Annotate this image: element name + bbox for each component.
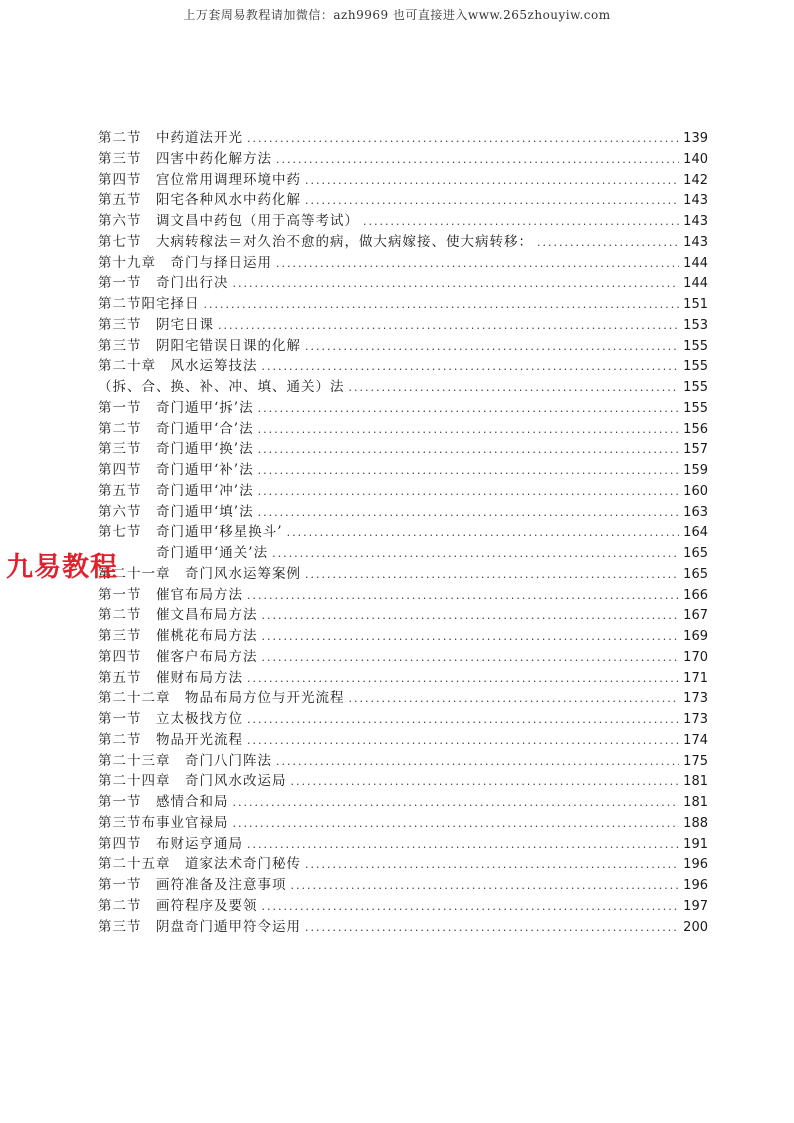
toc-entry-title: 第三节 奇门遁甲‘换’法 (98, 441, 254, 458)
toc-entry (98, 875, 708, 896)
toc-entry-page: 170 (683, 649, 708, 665)
toc-entry (98, 128, 708, 149)
toc-entry-title: 第二十二章 物品布局方位与开光流程 (98, 690, 345, 707)
toc-leader-dots (272, 544, 679, 565)
toc-entry-page: 159 (683, 463, 708, 478)
toc-entry-page: 164 (683, 525, 708, 541)
toc-entry-page: 143 (683, 234, 708, 250)
toc-leader-dots (537, 233, 679, 254)
toc-entry (98, 481, 708, 502)
toc-leader-dots (276, 150, 679, 171)
toc-entry-page: 153 (683, 317, 708, 333)
toc-entry-title: 第二十一章 奇门风水运筹案例 (98, 565, 301, 582)
toc-leader-dots (262, 357, 680, 378)
toc-entry-page: 156 (683, 421, 708, 437)
toc-entry-title: 第二节 画符程序及要领 (98, 897, 258, 914)
toc-leader-dots (247, 731, 679, 752)
toc-entry-page: 175 (683, 753, 708, 769)
toc-leader-dots (262, 897, 680, 918)
toc-leader-dots (305, 565, 679, 586)
toc-entry (98, 854, 708, 875)
toc-leader-dots (305, 337, 679, 358)
toc-entry-title: 第六节 奇门遁甲‘填’法 (98, 503, 254, 520)
toc-entry-page: 169 (683, 629, 708, 644)
toc-entry (98, 813, 708, 834)
toc-entry (98, 356, 708, 377)
toc-entry-title: 第一节 画符准备及注意事项 (98, 877, 287, 893)
toc-entry-title: 第三节 四害中药化解方法 (98, 150, 272, 167)
toc-leader-dots (287, 523, 680, 544)
toc-leader-dots (262, 627, 680, 648)
toc-entry (98, 336, 708, 357)
toc-entry-page: 166 (683, 587, 708, 603)
toc-leader-dots (305, 855, 679, 876)
toc-entry (98, 398, 708, 419)
toc-entry-page: 174 (683, 732, 708, 748)
toc-entry-page: 144 (683, 276, 708, 292)
toc-entry-title: 第六节 调文昌中药包（用于高等考试） (98, 213, 359, 229)
toc-entry-title: 第七节 奇门遁甲‘移星换斗’ (98, 524, 283, 541)
toc-entry-title: （拆、合、换、补、冲、填、通关）法 (98, 379, 345, 395)
toc-entry-page: 155 (683, 400, 708, 416)
toc-entry-page: 142 (683, 172, 708, 188)
toc-entry (98, 419, 708, 440)
table-of-contents (98, 128, 708, 937)
toc-entry-page: 173 (683, 691, 708, 707)
toc-leader-dots (247, 710, 679, 731)
toc-entry (98, 771, 708, 792)
toc-entry-title: 第二十四章 奇门风水改运局 (98, 773, 287, 790)
toc-entry-page: 196 (683, 857, 708, 873)
toc-entry-page: 140 (683, 151, 708, 167)
toc-leader-dots (363, 212, 679, 233)
toc-entry-title: 第一节 立太极找方位 (98, 711, 243, 727)
toc-entry-title: 第一节 感情合和局 (98, 794, 229, 810)
toc-entry-title: 奇门遁甲‘通关’法 (98, 545, 269, 561)
toc-entry (98, 439, 708, 460)
toc-entry (98, 502, 708, 523)
toc-entry-page: 181 (683, 774, 708, 790)
toc-leader-dots (258, 482, 680, 503)
toc-entry (98, 585, 708, 606)
toc-leader-dots (305, 191, 679, 212)
toc-entry-page: 181 (683, 795, 708, 810)
toc-leader-dots (247, 586, 679, 607)
toc-entry-page: 144 (683, 255, 708, 271)
toc-entry (98, 211, 708, 232)
watermark-logo: 九易教程 (6, 552, 118, 583)
toc-entry (98, 377, 708, 398)
toc-entry (98, 688, 708, 709)
toc-leader-dots (262, 648, 680, 669)
toc-leader-dots (305, 171, 679, 192)
toc-entry (98, 834, 708, 855)
toc-leader-dots (258, 461, 680, 482)
toc-leader-dots (204, 295, 680, 316)
toc-leader-dots (291, 772, 680, 793)
toc-entry-title: 第一节 奇门出行决 (98, 275, 229, 292)
toc-entry-page: 191 (683, 836, 708, 852)
page-header: 上万套周易教程请加微信：azh9969 也可直接进入www.265zhouyiw.com (183, 8, 611, 22)
toc-leader-dots (349, 689, 680, 710)
toc-entry (98, 149, 708, 170)
toc-entry-title: 第三节布事业官禄局 (98, 814, 229, 831)
toc-entry (98, 564, 708, 585)
toc-entry (98, 170, 708, 191)
toc-entry-title: 第四节 布财运亨通局 (98, 835, 243, 852)
toc-entry-page: 160 (683, 483, 708, 499)
toc-entry-page: 173 (683, 712, 708, 727)
toc-entry (98, 896, 708, 917)
toc-entry-page: 196 (683, 878, 708, 893)
toc-entry-title: 第二节 催文昌布局方法 (98, 607, 258, 624)
toc-entry-title: 第二节 物品开光流程 (98, 731, 243, 748)
toc-leader-dots (233, 274, 680, 295)
toc-entry-title: 第三节 阴宅日课 (98, 316, 214, 333)
toc-entry (98, 709, 708, 730)
toc-leader-dots (258, 399, 680, 420)
toc-leader-dots (276, 752, 679, 773)
toc-entry-page: 197 (683, 898, 708, 914)
toc-entry-page: 171 (683, 670, 708, 686)
toc-entry-page: 200 (683, 919, 708, 935)
toc-entry-title: 第二十章 风水运筹技法 (98, 358, 258, 375)
toc-entry-title: 第四节 催客户布局方法 (98, 648, 258, 665)
toc-leader-dots (276, 254, 679, 275)
toc-entry-title: 第三节 催桃花布局方法 (98, 628, 258, 644)
toc-entry-title: 第三节 阴盘奇门遁甲符令运用 (98, 918, 301, 935)
toc-entry-page: 143 (683, 193, 708, 209)
toc-entry-page: 165 (683, 546, 708, 561)
toc-entry (98, 668, 708, 689)
toc-leader-dots (247, 835, 679, 856)
toc-leader-dots (262, 606, 680, 627)
toc-entry-title: 第三节 阴阳宅错误日课的化解 (98, 337, 301, 354)
toc-entry-title: 第四节 宫位常用调理环境中药 (98, 171, 301, 188)
toc-entry (98, 605, 708, 626)
toc-leader-dots (258, 420, 680, 441)
toc-entry (98, 751, 708, 772)
toc-entry (98, 315, 708, 336)
toc-entry (98, 522, 708, 543)
toc-leader-dots (291, 876, 680, 897)
toc-leader-dots (258, 503, 680, 524)
toc-entry-title: 第五节 奇门遁甲‘冲’法 (98, 482, 254, 499)
toc-leader-dots (305, 918, 679, 939)
toc-leader-dots (218, 316, 679, 337)
toc-entry-page: 139 (683, 131, 708, 146)
toc-entry (98, 730, 708, 751)
toc-leader-dots (258, 440, 680, 461)
toc-entry (98, 460, 708, 481)
toc-entry-title: 第七节 大病转稼法＝对久治不愈的病，做大病嫁接、使大病转移： (98, 233, 533, 250)
toc-entry-title: 第二十三章 奇门八门阵法 (98, 752, 272, 769)
toc-entry-title: 第一节 奇门遁甲‘拆’法 (98, 399, 254, 416)
toc-leader-dots (349, 378, 680, 399)
toc-entry (98, 647, 708, 668)
toc-leader-dots (247, 669, 679, 690)
toc-entry-page: 167 (683, 608, 708, 624)
toc-entry-page: 143 (683, 214, 708, 229)
toc-entry-title: 第二节 中药道法开光 (98, 130, 243, 146)
toc-entry (98, 190, 708, 211)
toc-entry-title: 第四节 奇门遁甲‘补’法 (98, 462, 254, 478)
toc-entry-page: 155 (683, 338, 708, 354)
toc-entry-title: 第二十五章 道家法术奇门秘传 (98, 856, 301, 873)
toc-entry-page: 188 (683, 815, 708, 831)
toc-entry-page: 155 (683, 380, 708, 395)
toc-entry (98, 294, 708, 315)
toc-entry-title: 第五节 阳宅各种风水中药化解 (98, 192, 301, 209)
toc-entry-page: 155 (683, 359, 708, 375)
toc-entry-title: 第二节 奇门遁甲‘合’法 (98, 420, 254, 437)
toc-leader-dots (247, 129, 679, 150)
toc-entry (98, 543, 708, 564)
toc-entry-title: 第十九章 奇门与择日运用 (98, 254, 272, 271)
toc-entry (98, 253, 708, 274)
toc-leader-dots (233, 793, 680, 814)
toc-entry (98, 792, 708, 813)
toc-entry-page: 163 (683, 504, 708, 520)
toc-leader-dots (233, 814, 680, 835)
toc-entry-page: 151 (683, 297, 708, 312)
toc-entry (98, 917, 708, 938)
toc-entry-page: 165 (683, 566, 708, 582)
toc-entry-title: 第五节 催财布局方法 (98, 669, 243, 686)
toc-entry-title: 第二节阳宅择日 (98, 296, 200, 312)
toc-entry-page: 157 (683, 442, 708, 458)
toc-entry (98, 626, 708, 647)
toc-entry-title: 第一节 催官布局方法 (98, 586, 243, 603)
toc-entry (98, 232, 708, 253)
toc-entry (98, 273, 708, 294)
